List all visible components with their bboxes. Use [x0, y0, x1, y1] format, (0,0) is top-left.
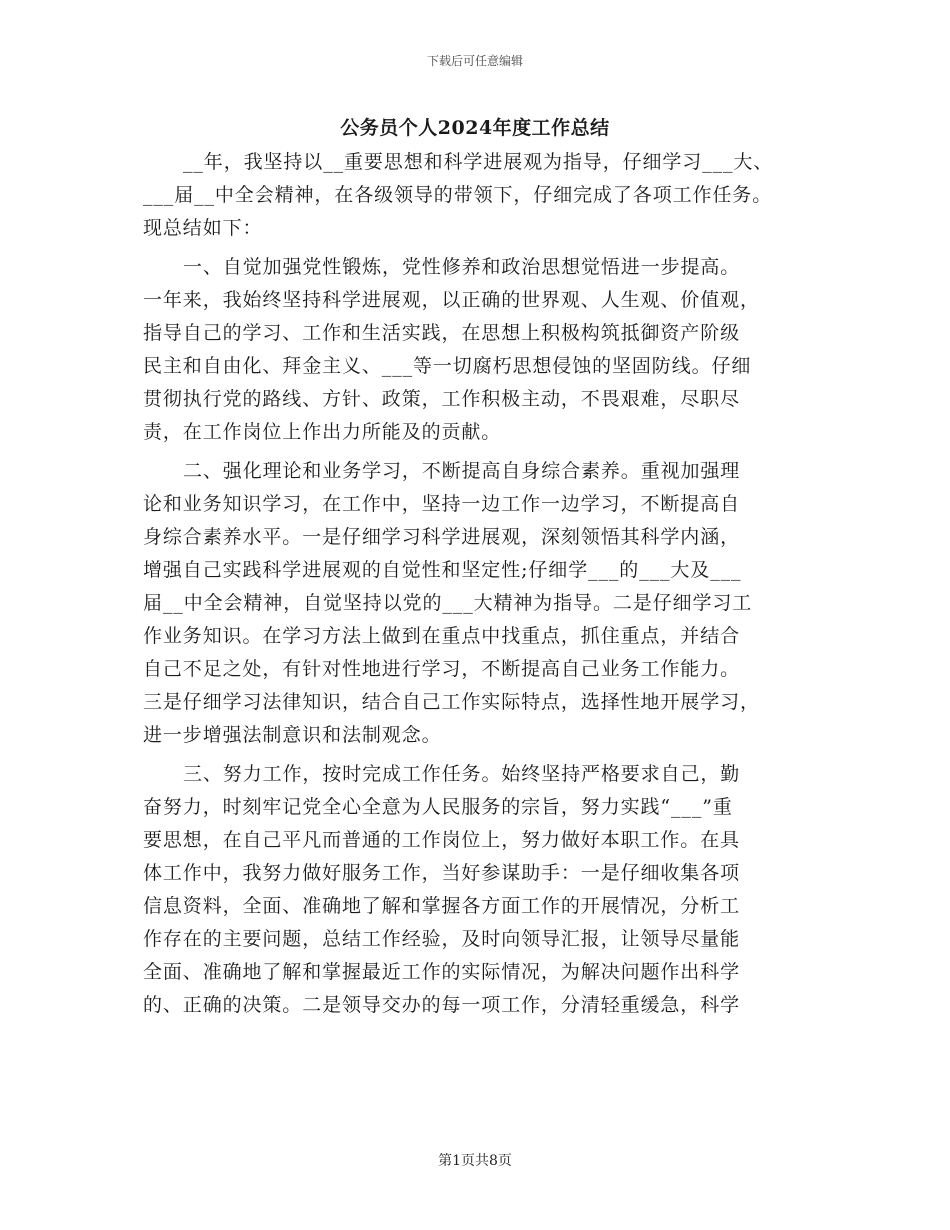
- body-line: 增强自己实践科学进展观的自觉性和坚定性;仔细学___的___大及___: [143, 559, 742, 581]
- body-line: 自己不足之处，有针对性地进行学习，不断提高自己业务工作能力。: [143, 658, 741, 680]
- page-number: 第1页共8页: [438, 1153, 512, 1169]
- body-line: 作业务知识。在学习方法上做到在重点中找重点，抓住重点，并结合: [143, 625, 741, 647]
- body-line: 作存在的主要问题，总结工作经验，及时向领导汇报，让领导尽量能: [143, 928, 741, 950]
- body-line: 二、强化理论和业务学习，不断提高自身综合素养。重视加强理: [183, 460, 741, 482]
- body-line: 现总结如下：: [143, 217, 263, 239]
- body-line: 责，在工作岗位上作出力所能及的贡献。: [143, 421, 502, 443]
- body-line: 奋努力，时刻牢记党全心全意为人民服务的宗旨，努力实践“___”重: [143, 796, 733, 818]
- body-line: 的、正确的决策。二是领导交办的每一项工作，分清轻重缓急，科学: [143, 994, 741, 1016]
- body-line: 届__中全会精神，自觉坚持以党的___大精神为指导。二是仔细学习工: [143, 592, 753, 614]
- page-header-note: 下载后可任意编辑: [426, 54, 523, 68]
- body-line: 贯彻执行党的路线、方针、政策，工作积极主动，不畏艰难，尽职尽: [143, 388, 741, 410]
- body-line: 民主和自由化、拜金主义、___等一切腐朽思想侵蚀的坚固防线。仔细: [143, 355, 752, 377]
- body-line: 体工作中，我努力做好服务工作，当好参谋助手：一是仔细收集各项: [143, 862, 741, 884]
- body-line: 指导自己的学习、工作和生活实践，在思想上积极构筑抵御资产阶级: [143, 322, 741, 344]
- body-line: 信息资料，全面、准确地了解和掌握各方面工作的开展情况，分析工: [143, 895, 741, 917]
- body-line: ___届__中全会精神，在各级领导的带领下，仔细完成了各项工作任务。: [143, 184, 773, 206]
- document-title: 公务员个人2024年度工作总结: [340, 117, 610, 139]
- body-line: 要思想，在自己平凡而普通的工作岗位上，努力做好本职工作。在具: [143, 829, 741, 851]
- document-body: [143, 146, 808, 1022]
- body-line: 身综合素养水平。一是仔细学习科学进展观，深刻领悟其科学内涵，: [143, 526, 741, 548]
- body-line: 三是仔细学习法律知识，结合自己工作实际特点，选择性地开展学习，: [143, 691, 760, 713]
- body-line: 全面、准确地了解和掌握最近工作的实际情况，为解决问题作出科学: [143, 961, 741, 983]
- body-line: 三、努力工作，按时完成工作任务。始终坚持严格要求自己，勤: [183, 763, 741, 785]
- body-line: 论和业务知识学习，在工作中，坚持一边工作一边学习，不断提高自: [143, 493, 741, 515]
- body-line: __年，我坚持以__重要思想和科学进展观为指导，仔细学习___大、: [183, 151, 774, 173]
- body-line: 进一步增强法制意识和法制观念。: [143, 724, 442, 746]
- body-line: 一、自觉加强党性锻炼，党性修养和政治思想觉悟进一步提高。: [183, 256, 741, 278]
- body-line: 一年来，我始终坚持科学进展观，以正确的世界观、人生观、价值观，: [143, 289, 760, 311]
